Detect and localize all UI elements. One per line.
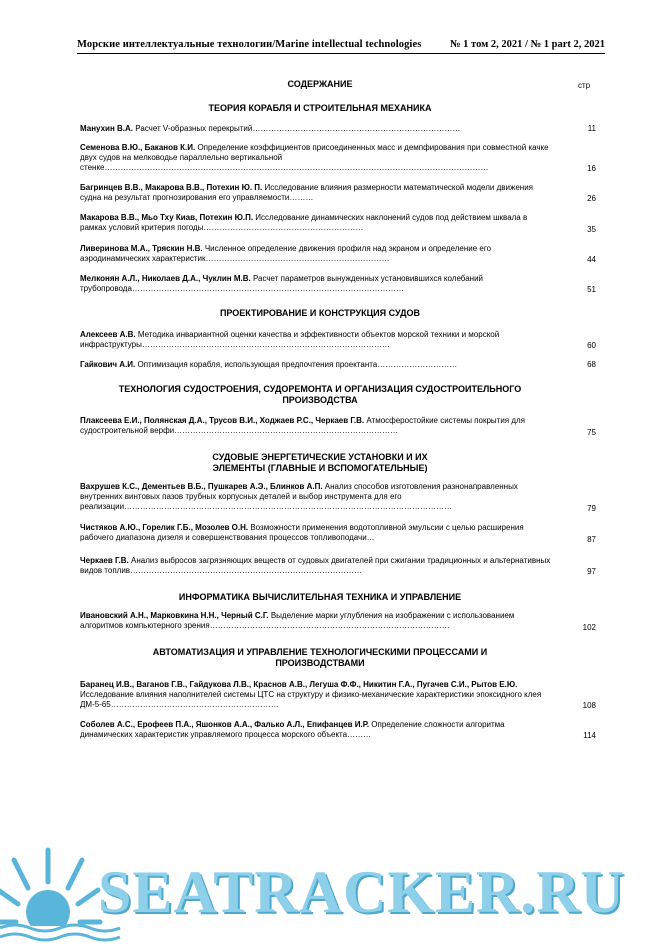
entry-authors: Манухин В.А. xyxy=(80,124,134,133)
entry-title: Исследование динамических наклонений судов под действием шквала в рамках условий критерия погоды xyxy=(80,213,528,233)
entry-title: Исследование влияния размерности математической модели движения судна на результат прогнозирования его управляемости xyxy=(80,183,534,203)
entry-title: Оптимизация корабля, использующая предпочтения проектанта xyxy=(137,360,378,369)
entry-title: Расчет параметров вынужденных установившихся колебаний трубопровода xyxy=(80,274,484,294)
toc-entry[interactable]: Манухин В.А. Расчет V-образных перекрытий…………………………………………………………………… xyxy=(80,124,461,133)
entry-authors: Черкаев Г.В. xyxy=(80,556,129,565)
section-title: ТЕХНОЛОГИЯ СУДОСТРОЕНИЯ, СУДОРЕМОНТА И ОРГАНИЗАЦИЯ СУДОСТРОИТЕЛЬНОГО ПРОИЗВОДСТВА xyxy=(118,384,522,405)
toc-entry[interactable]: Черкаев Г.В. Анализ выбросов загрязняющих веществ от судовых двигателей при сжигании традиционных и альтернативных видов топлив…………………………………………………………………………… xyxy=(80,556,551,576)
toc-entry[interactable]: Вахрушев К.С., Дементьев В.Б., Пушкарев А.Э., Блинков А.П. Анализ способов изготовления разнонаправленных внутренних винтовых пазов трубных корпусных деталей и выбор инструмента для его реализации…………………………………………………………………………………………………………… xyxy=(80,482,518,512)
entry-title: Определение коэффициентов присоединенных масс и демпфирования при совместной качке двух судов на мелководье параллельно вертикальной стенке xyxy=(80,143,549,173)
entry-authors: Семенова В.Ю., Баканов К.И. xyxy=(80,143,196,152)
section-title: ТЕОРИЯ КОРАБЛЯ И СТРОИТЕЛЬНАЯ МЕХАНИКА xyxy=(208,103,432,113)
entry-page: 51 xyxy=(587,285,596,294)
toc-entry[interactable]: Мелконян А.Л., Николаев Д.А., Чуклин М.В. Расчет параметров вынужденных установившихся колебаний трубопровода………………………………………………………………………………………… xyxy=(80,274,484,294)
toc-entry[interactable]: Чистяков А.Ю., Горелик Г.Б., Мозолев О.Н. Возможности применения водотопливной эмульсии с целью расширения рабочего диапазона дизеля и совершенствования процессов топливоподачи… xyxy=(80,523,524,543)
toc-entry[interactable]: Макарова В.В., Мьо Тху Киав, Потехин Ю.П. Исследование динамических наклонений судов под действием шквала в рамках условий критерия погоды…………………………………………………… xyxy=(80,213,528,233)
entry-authors: Чистяков А.Ю., Горелик Г.Б., Мозолев О.Н. xyxy=(80,523,249,532)
entry-authors: Алексеев А.В. xyxy=(80,330,136,339)
issue-info: № 1 том 2, 2021 / № 1 part 2, 2021 xyxy=(450,39,605,50)
toc-entry[interactable]: Ливеринова М.А., Тряскин Н.В. Численное определение движения профиля над экраном и определение его аэродинамических характеристик…………………………………………………………… xyxy=(80,244,492,264)
entry-authors: Соболев А.С., Ерофеев П.А., Яшонков А.А., Фалько А.Л., Епифанцев И.Р. xyxy=(80,720,370,729)
entry-title: Определение сложности алгоритма динамических характеристик управляемого процесса морского объекта xyxy=(80,720,505,740)
entry-authors: Багринцев В.В., Макарова В.В., Потехин Ю. П. xyxy=(80,183,263,192)
entry-title: Анализ способов изготовления разнонаправленных внутренних винтовых пазов трубных корпусных деталей и выбор инструмента для его реализации xyxy=(80,482,518,512)
entry-page: 102 xyxy=(582,623,596,632)
toc-entry[interactable]: Ивановский А.Н., Марковкина Н.Н., Черный С.Г. Выделение марки углубления на изображении с использованием алгоритмов компьютерного зрения……………………………………………………………………………… xyxy=(80,611,515,631)
entry-title: Численное определение движения профиля над экраном и определение его аэродинамических характеристик xyxy=(80,244,492,264)
section-title: ИНФОРМАТИКА ВЫЧИСЛИТЕЛЬНАЯ ТЕХНИКА И УПРАВЛЕНИЕ xyxy=(178,592,462,602)
toc-entry[interactable]: Плаксеева Е.И., Полянская Д.А., Трусов В.И., Ходжаев Р.С., Черкаев Г.В. Атмосферостойкие системы покрытия для судостроительной верфи………………………………………………………………………… xyxy=(80,416,526,436)
entry-title: Анализ выбросов загрязняющих веществ от судовых двигателей при сжигании традиционных и альтернативных видов топлив xyxy=(80,556,551,576)
entry-authors: Плаксеева Е.И., Полянская Д.А., Трусов В.И., Ходжаев Р.С., Черкаев Г.В. xyxy=(80,416,365,425)
entry-authors: Мелконян А.Л., Николаев Д.А., Чуклин М.В. xyxy=(80,274,251,283)
header-rule xyxy=(77,53,605,54)
section-title: ПРОЕКТИРОВАНИЕ И КОНСТРУКЦИЯ СУДОВ xyxy=(219,308,421,318)
entry-title: Расчет V-образных перекрытий xyxy=(135,124,253,133)
toc-entry[interactable]: Гайкович А.И. Оптимизация корабля, использующая предпочтения проектанта………………………… xyxy=(80,360,458,369)
entry-page: 60 xyxy=(587,341,596,350)
entry-page: 16 xyxy=(587,164,596,173)
entry-page: 11 xyxy=(587,124,596,133)
contents-title: СОДЕРЖАНИЕ xyxy=(287,79,353,89)
entry-authors: Баранец И.В., Ваганов Г.В., Гайдукова Л.В., Краснов А.В., Легуша Ф.Ф., Никитин Г.А., Пугачев С.И., Рытов Е.Ю. xyxy=(80,680,518,689)
page-column-label: стр xyxy=(578,81,591,90)
entry-title: Возможности применения водотопливной эмульсии с целью расширения рабочего диапазона дизеля и совершенствования процессов топливоподачи xyxy=(80,523,524,543)
entry-page: 44 xyxy=(587,255,596,264)
toc-entry[interactable]: Багринцев В.В., Макарова В.В., Потехин Ю. П. Исследование влияния размерности математической модели движения судна на результат прогнозирования его управляемости……… xyxy=(80,183,534,203)
entry-title: Выделение марки углубления на изображении с использованием алгоритмов компьютерного зрения xyxy=(80,611,515,631)
entry-authors: Ливеринова М.А., Тряскин Н.В. xyxy=(80,244,203,253)
entry-authors: Макарова В.В., Мьо Тху Киав, Потехин Ю.П. xyxy=(80,213,254,222)
toc-entry[interactable]: Баранец И.В., Ваганов Г.В., Гайдукова Л.В., Краснов А.В., Легуша Ф.Ф., Никитин Г.А., Пугачев С.И., Рытов Е.Ю. Исследование влияния наполнителей системы ЦТС на структуру и физико-механические характеристики эпоксидного клея ДМ-5-65……………………………………………………… xyxy=(80,680,542,710)
entry-page: 108 xyxy=(582,701,596,710)
entry-page: 75 xyxy=(587,428,596,437)
toc-entry[interactable]: Семенова В.Ю., Баканов К.И. Определение коэффициентов присоединенных масс и демпфирования при совместной качке двух судов на мелководье параллельно вертикальной стенке……………………………………………………………………………………………………………………………… xyxy=(80,143,549,173)
section-title: СУДОВЫЕ ЭНЕРГЕТИЧЕСКИЕ УСТАНОВКИ И ИХ ЭЛЕМЕНТЫ (ГЛАВНЫЕ И ВСПОМОГАТЕЛЬНЫЕ) xyxy=(212,452,428,473)
entry-page: 114 xyxy=(583,731,596,740)
entry-page: 79 xyxy=(587,504,596,513)
journal-header xyxy=(77,39,605,55)
entry-page: 87 xyxy=(587,535,596,544)
entry-page: 97 xyxy=(587,567,596,576)
entry-title: Атмосферостойкие системы покрытия для судостроительной верфи xyxy=(80,416,526,436)
entry-page: 26 xyxy=(587,194,596,203)
entry-page: 35 xyxy=(587,225,596,234)
entry-authors: Ивановский А.Н., Марковкина Н.Н., Черный С.Г. xyxy=(80,611,269,620)
entry-authors: Гайкович А.И. xyxy=(80,360,136,369)
entry-authors: Вахрушев К.С., Дементьев В.Б., Пушкарев А.Э., Блинков А.П. xyxy=(80,482,323,491)
entry-page: 68 xyxy=(587,360,596,369)
entry-title: Методика инвариантной оценки качества и эффективности объектов морской техники и морской инфраструктуры xyxy=(80,330,500,350)
watermark-text: SEATRACKER.RU xyxy=(98,859,625,925)
toc-entry[interactable]: Соболев А.С., Ерофеев П.А., Яшонков А.А., Фалько А.Л., Епифанцев И.Р. Определение сложности алгоритма динамических характеристик управляемого процесса морского объекта……… xyxy=(80,720,505,740)
entry-title: Исследование влияния наполнителей системы ЦТС на структуру и физико-механические характеристики эпоксидного клея ДМ-5-65 xyxy=(80,690,542,710)
journal-title: Морские интеллектуальные технологии/Marine intellectual technologies xyxy=(77,39,422,50)
section-title: АВТОМАТИЗАЦИЯ И УПРАВЛЕНИЕ ТЕХНОЛОГИЧЕСКИМИ ПРОЦЕССАМИ И ПРОИЗВОДСТВАМИ xyxy=(152,647,488,668)
toc-entry[interactable]: Алексеев А.В. Методика инвариантной оценки качества и эффективности объектов морской техники и морской инфраструктуры………………………………………………………………………………… xyxy=(80,330,500,350)
